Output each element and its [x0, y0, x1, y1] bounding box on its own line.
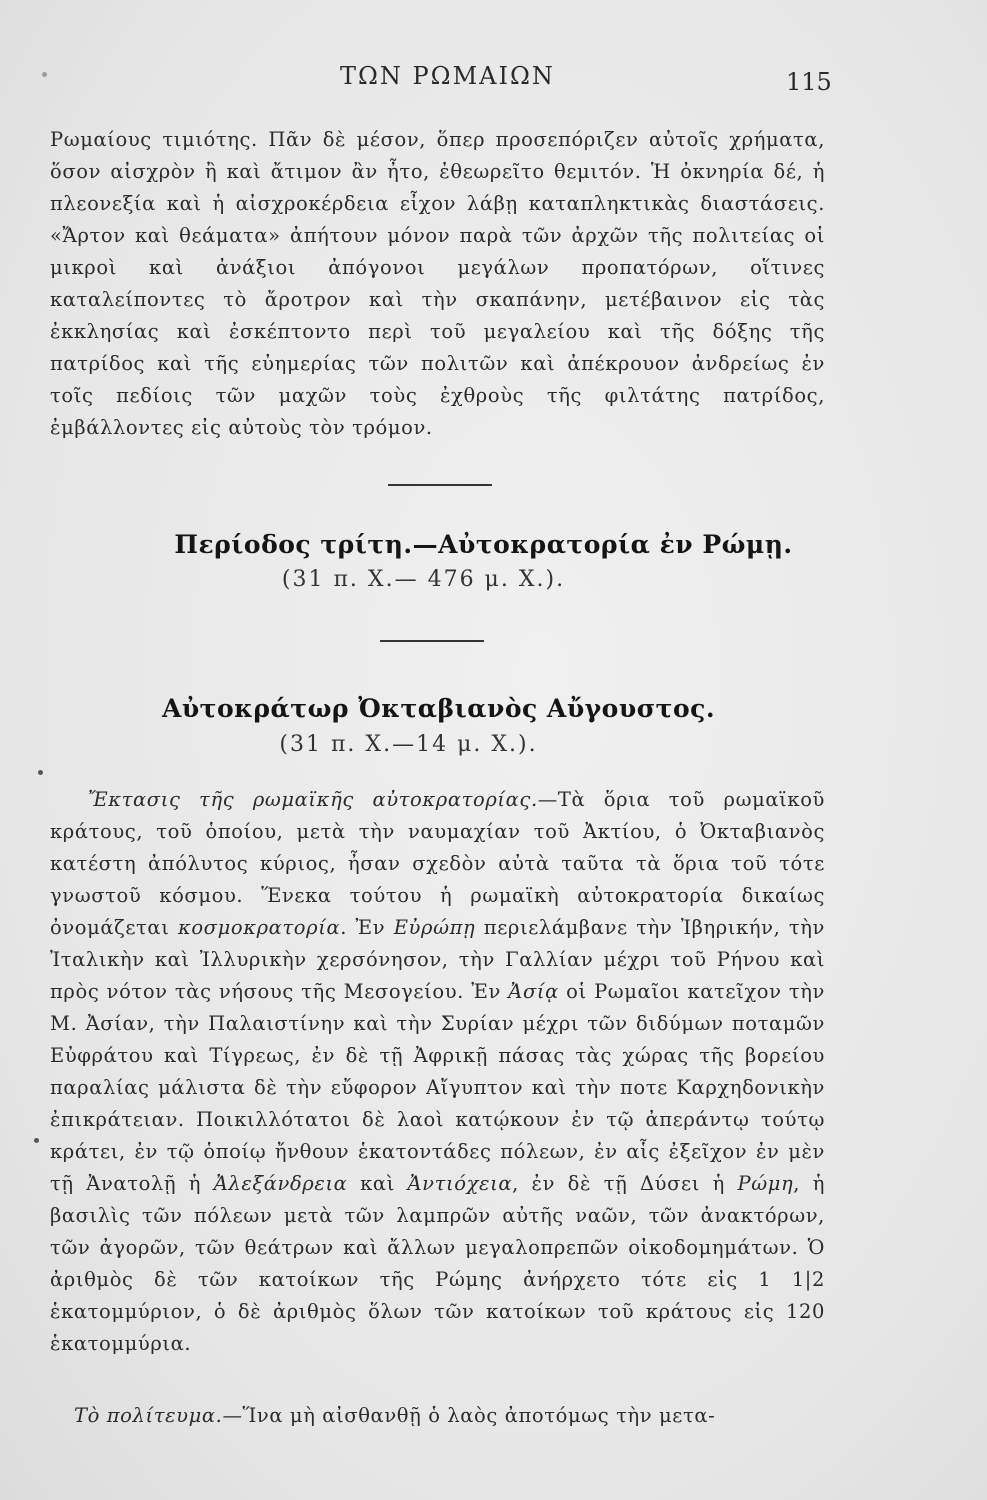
- paragraph-continuation: Ρωμαίους τιμιότης. Πᾶν δὲ μέσον, ὅπερ προσεπόριζεν αὐτοῖς χρήματα, ὅσον αἰσχρὸν ἢ καὶ ἄτιμον ἂν ἦτο, ἐθεωρεῖτο θεμιτόν. Ἡ ὀκνηρία δέ, ἡ πλεονεξία καὶ ἡ αἰσχροκέρδεια εἶχον λάβῃ καταπληκτικὰς διαστάσεις. «Ἄρτον καὶ θεάματα» ἀπήτουν μόνον παρὰ τῶν ἀρχῶν τῆς πολιτείας οἱ μικροὶ καὶ ἀνάξιοι ἀπόγονοι μεγάλων προπατόρων, οἵτινες καταλείποντες τὸ ἄροτρον καὶ τὴν σκαπάνην, μετέβαινον εἰς τὰς ἐκκλησίας καὶ ἐσκέπτοντο περὶ τοῦ μεγαλείου καὶ τῆς δόξης τῆς πατρίδος καὶ τῆς εὐημερίας τῶν πολιτῶν καὶ ἀπέκρουον ἀνδρείως ἐν τοῖς πεδίοις τῶν μαχῶν τοὺς ἐχθροὺς τῆς φιλτάτης πατρίδος, ἐμβάλλοντες εἰς αὐτοὺς τὸν τρόμον.: [50, 128, 825, 439]
- paragraph-text: οἱ Ρωμαῖοι κατεῖχον τὴν Μ. Ἀσίαν, τὴν Παλαιστίνην καὶ τὴν Συρίαν μέχρι τῶν διδύμων ποταμῶν Εὐφράτου καὶ Τίγρεως, ἐν δὲ τῇ Ἀφρικῇ πάσας τὰς χώρας τῆς βορείου παραλίας μάλιστα δὲ τὴν εὔφορον Αἴγυπτον καὶ τὴν ποτε Καρχηδονικὴν ἐπικράτειαν. Ποικιλλότατοι δὲ λαοὶ κατῴκουν ἐν τῷ ἀπεράντῳ τούτῳ κράτει, ἐν τῷ ὁποίῳ ἤνθουν ἑκατοντάδες πόλεων, ἐν αἷς ἐξεῖχον ἐν μὲν τῇ Ἀνατολῇ ἡ: [50, 980, 825, 1195]
- paragraph-lead: Ἔκτασις τῆς ρωμαϊκῆς αὐτοκρατορίας.: [88, 788, 538, 811]
- emphasized-term: Ἀντιόχεια: [407, 1172, 513, 1195]
- paragraph-text: καὶ: [347, 1172, 408, 1195]
- margin-speck: [42, 72, 47, 77]
- running-head: [0, 62, 987, 102]
- paragraph-empire-extent: [50, 784, 825, 1360]
- section-divider: [380, 640, 484, 642]
- chapter-heading: Αὐτοκράτωρ Ὀκταβιανὸς Αὔγουστος.: [161, 694, 716, 723]
- emphasized-term: κοσμοκρατορία: [177, 916, 341, 939]
- section-divider: [388, 484, 492, 486]
- paragraph-polity: [50, 1400, 825, 1432]
- period-dates: (31 π. Χ.— 476 μ. Χ.).: [281, 567, 566, 592]
- margin-speck: [38, 770, 43, 775]
- emphasized-term: Ρώμη: [737, 1172, 794, 1195]
- running-title: ΤΩΝ ΡΩΜΑΙΩΝ: [340, 62, 555, 90]
- paragraph-text: περιελάμβανε τὴν Ἰβηρικήν, τὴν Ἰταλικὴν καὶ Ἰλλυρικὴν χερσόνησον, τὴν Γαλλίαν μέχρι τοῦ Ρήνου καὶ πρὸς νότον τὰς νήσους τῆς Μεσογείου. Ἐν: [50, 916, 825, 1003]
- paragraph-text: —Τὰ ὅρια τοῦ ρωμαϊκοῦ κράτους, τοῦ ὁποίου, μετὰ τὴν ναυμαχίαν τοῦ Ἀκτίου, ὁ Ὀκταβιανὸς κατέστη ἀπόλυτος κύριος, ἦσαν σχεδὸν αὐτὰ ταῦτα τὰ ὅρια τοῦ τότε γνωστοῦ κόσμου. Ἕνεκα τούτου ἡ ρωμαϊκὴ αὐτοκρατορία δικαίως ὀνομάζεται: [50, 788, 825, 939]
- paragraph-text: —Ἵνα μὴ αἰσθανθῇ ὁ λαὸς ἀποτόμως τὴν μετα-: [222, 1404, 716, 1427]
- page-number: 115: [786, 68, 832, 96]
- paragraph-text: , ἐν δὲ τῇ Δύσει ἡ: [512, 1172, 738, 1195]
- paragraph-text: . Ἐν: [340, 916, 394, 939]
- emphasized-term: Ἀσίᾳ: [508, 980, 559, 1003]
- paragraph-text: , ἡ βασιλὶς τῶν πόλεων μετὰ τῶν λαμπρῶν αὐτῆς ναῶν, τῶν ἀνακτόρων, τῶν ἀγορῶν, τῶν θεάτρων καὶ ἄλλων μεγαλοπρεπῶν οἰκοδομημάτων. Ὁ ἀριθμὸς δὲ τῶν κατοίκων τῆς Ρώμης ἀνήρχετο τότε εἰς 1 1|2 ἑκατομμύριον, ὁ δὲ ἀριθμὸς ὅλων τῶν κατοίκων τοῦ κράτους εἰς 120 ἑκατομμύρια.: [50, 1172, 825, 1355]
- paragraph-lead: Τὸ πολίτευμα.: [74, 1404, 223, 1427]
- margin-speck: [34, 1138, 39, 1143]
- emphasized-term: Εὐρώπῃ: [393, 916, 476, 939]
- period-heading: Περίοδος τρίτη.—Αὐτοκρατορία ἐν Ρώμῃ.: [174, 530, 793, 559]
- chapter-dates: (31 π. Χ.—14 μ. Χ.).: [279, 732, 538, 757]
- emphasized-term: Ἀλεξάνδρεια: [213, 1172, 348, 1195]
